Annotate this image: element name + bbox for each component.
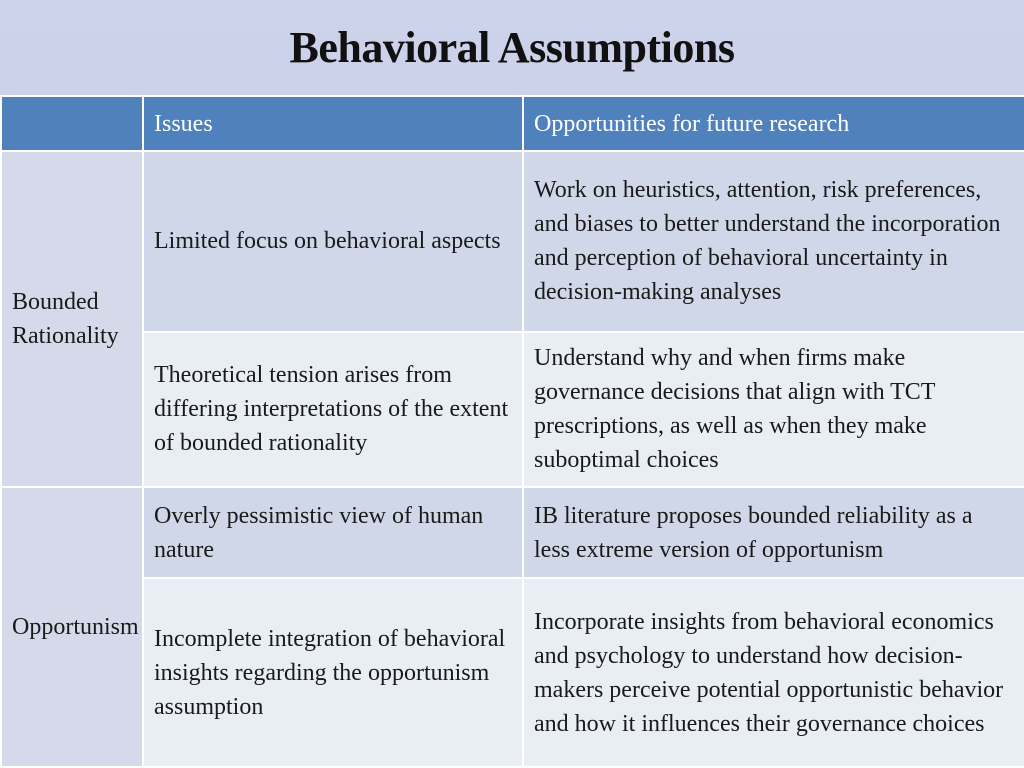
issue-cell: Limited focus on behavioral aspects: [143, 151, 523, 332]
issue-cell: Incomplete integration of behavioral insights regarding the opportunism assumption: [143, 578, 523, 767]
issue-cell: Overly pessimistic view of human nature: [143, 487, 523, 578]
assumptions-table: [0, 95, 1024, 768]
table-row: [1, 578, 1024, 767]
slide-title: Behavioral Assumptions: [289, 23, 735, 72]
opportunity-cell: IB literature proposes bounded reliability as a less extreme version of opportunism: [523, 487, 1024, 578]
table-header-row: [1, 96, 1024, 151]
header-blank-cell: [1, 96, 143, 151]
opportunity-cell: Understand why and when firms make governance decisions that align with TCT prescriptions, as well as when they make suboptimal choices: [523, 332, 1024, 488]
table-row: [1, 151, 1024, 332]
table-row: [1, 487, 1024, 578]
opportunity-cell: Incorporate insights from behavioral economics and psychology to understand how decision-makers perceive potential opportunistic behavior and how it influences their governance choices: [523, 578, 1024, 767]
row-group-label-bounded-rationality: Bounded Rationality: [1, 151, 143, 487]
row-group-label-opportunism: Opportunism: [1, 487, 143, 767]
opportunity-cell: Work on heuristics, attention, risk preferences, and biases to better understand the incorporation and perception of behavioral uncertainty in decision-making analyses: [523, 151, 1024, 332]
table-row: [1, 332, 1024, 488]
header-issues: Issues: [143, 96, 523, 151]
issue-cell: Theoretical tension arises from differing interpretations of the extent of bounded rationality: [143, 332, 523, 488]
header-opportunities: Opportunities for future research: [523, 96, 1024, 151]
